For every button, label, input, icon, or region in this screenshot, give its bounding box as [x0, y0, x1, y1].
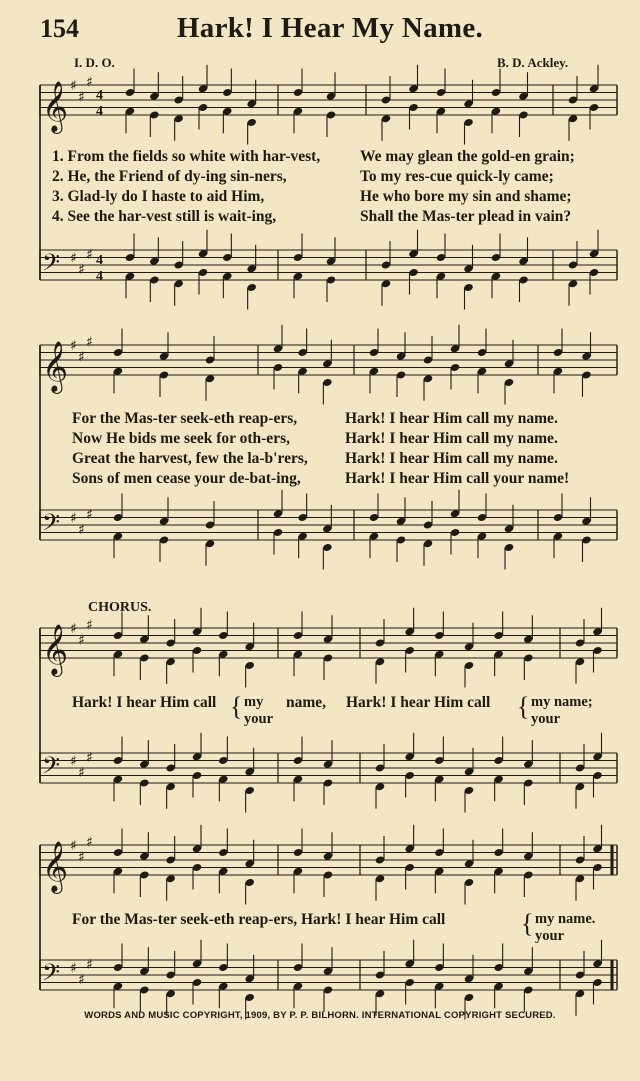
verse-number: 2.	[52, 168, 64, 185]
sharp-icon: ♯	[78, 849, 85, 866]
verse-number: 3.	[52, 188, 64, 205]
verse-text: See the har-vest still is wait-ing,	[67, 208, 277, 225]
chorus-text: your	[535, 928, 564, 944]
treble-clef-icon: 𝄞	[42, 341, 69, 392]
verse-line	[52, 168, 287, 186]
word-stack	[531, 694, 593, 728]
sharp-icon: ♯	[78, 971, 85, 988]
brace-icon: {	[517, 692, 530, 721]
sharp-icon: ♯	[78, 349, 85, 366]
chorus-text: Hark! I hear Him call	[72, 694, 217, 711]
verse-text: He who bore my sin and shame;	[360, 188, 572, 205]
sharp-icon: ♯	[70, 753, 77, 770]
verse-text: Sons of men cease your de-bat-ing,	[72, 470, 301, 487]
sharp-icon: ♯	[78, 261, 85, 278]
treble-clef-icon: 𝄞	[42, 81, 69, 132]
verse-text: Glad-ly do I haste to aid Him,	[67, 188, 265, 205]
sharp-icon: ♯	[86, 834, 93, 851]
sharp-icon: ♯	[70, 338, 77, 354]
hymn-title: Hark! I Hear My Name.	[176, 12, 484, 44]
verse-text: From the fields so white with har-vest,	[67, 148, 321, 165]
sharp-icon: ♯	[70, 78, 77, 94]
verse-number: 4.	[52, 208, 64, 225]
bass-clef-icon: 𝄢	[42, 508, 61, 542]
treble-clef-icon: 𝄞	[42, 841, 69, 892]
word-stack	[244, 694, 273, 728]
sharp-icon: ♯	[86, 74, 93, 91]
sharp-icon: ♯	[86, 749, 93, 766]
sharp-icon: ♯	[86, 334, 93, 351]
chorus-text: my name.	[535, 911, 596, 927]
verse-text: He, the Friend of dy-ing sin-ners,	[67, 168, 287, 185]
copyright-notice: WORDS AND MUSIC COPYRIGHT, 1909, BY P. P. BILHORN. INTERNATIONAL COPYRIGHT SECURED.	[84, 1010, 556, 1021]
time-signature: 4	[96, 104, 103, 119]
verse-text: Shall the Mas-ter plead in vain?	[360, 208, 572, 225]
chorus-text: Hark! I hear Him call	[346, 694, 491, 711]
verse-text: For the Mas-ter seek-eth reap-ers,	[72, 410, 298, 427]
verse-line	[52, 188, 264, 206]
sharp-icon: ♯	[86, 246, 93, 263]
verse-text: Hark! I hear Him call your name!	[345, 470, 570, 487]
time-signature: 4	[96, 269, 103, 284]
sharp-icon: ♯	[70, 838, 77, 854]
sharp-icon: ♯	[78, 89, 85, 106]
verse-line	[52, 148, 320, 166]
sharp-icon: ♯	[86, 956, 93, 973]
verse-text: Now He bids me seek for oth-ers,	[72, 430, 290, 447]
verse-text: Great the harvest, few the la-b'rers,	[72, 450, 308, 467]
time-signature: 4	[96, 88, 103, 103]
word-stack	[535, 911, 595, 945]
verse-text: Hark! I hear Him call my name.	[345, 410, 558, 427]
sharp-icon: ♯	[86, 506, 93, 523]
treble-clef-icon: 𝄞	[42, 624, 69, 675]
chorus-label: CHORUS.	[88, 600, 152, 615]
verse-text: We may glean the gold-en grain;	[360, 148, 575, 165]
sharp-icon: ♯	[70, 250, 77, 267]
chorus-text: For the Mas-ter seek-eth reap-ers, Hark! I hear Him call	[72, 911, 446, 928]
sharp-icon: ♯	[78, 764, 85, 781]
verse-text: To my res-cue quick-ly came;	[360, 168, 554, 185]
sharp-icon: ♯	[70, 960, 77, 977]
sharp-icon: ♯	[86, 617, 93, 634]
verse-number: 1.	[52, 148, 64, 165]
verse-line	[52, 208, 276, 226]
bass-clef-icon: 𝄢	[42, 958, 61, 992]
chorus-text: my	[244, 694, 264, 710]
lyricist-credit: I. D. O.	[74, 55, 115, 70]
chorus-text: your	[244, 711, 273, 727]
sharp-icon: ♯	[70, 510, 77, 527]
page-number: 154	[40, 14, 79, 43]
sharp-icon: ♯	[70, 621, 77, 637]
brace-icon: {	[230, 692, 243, 721]
bass-clef-icon: 𝄢	[42, 751, 61, 785]
chorus-text: my name;	[531, 694, 593, 710]
bass-clef-icon: 𝄢	[42, 248, 61, 282]
time-signature: 4	[96, 253, 103, 268]
chorus-text: name,	[286, 694, 327, 711]
sharp-icon: ♯	[78, 632, 85, 649]
chorus-text: your	[531, 711, 560, 727]
verse-text: Hark! I hear Him call my name.	[345, 430, 558, 447]
brace-icon: {	[521, 909, 534, 938]
composer-credit: B. D. Ackley.	[497, 55, 569, 70]
sharp-icon: ♯	[78, 521, 85, 538]
verse-text: Hark! I hear Him call my name.	[345, 450, 558, 467]
